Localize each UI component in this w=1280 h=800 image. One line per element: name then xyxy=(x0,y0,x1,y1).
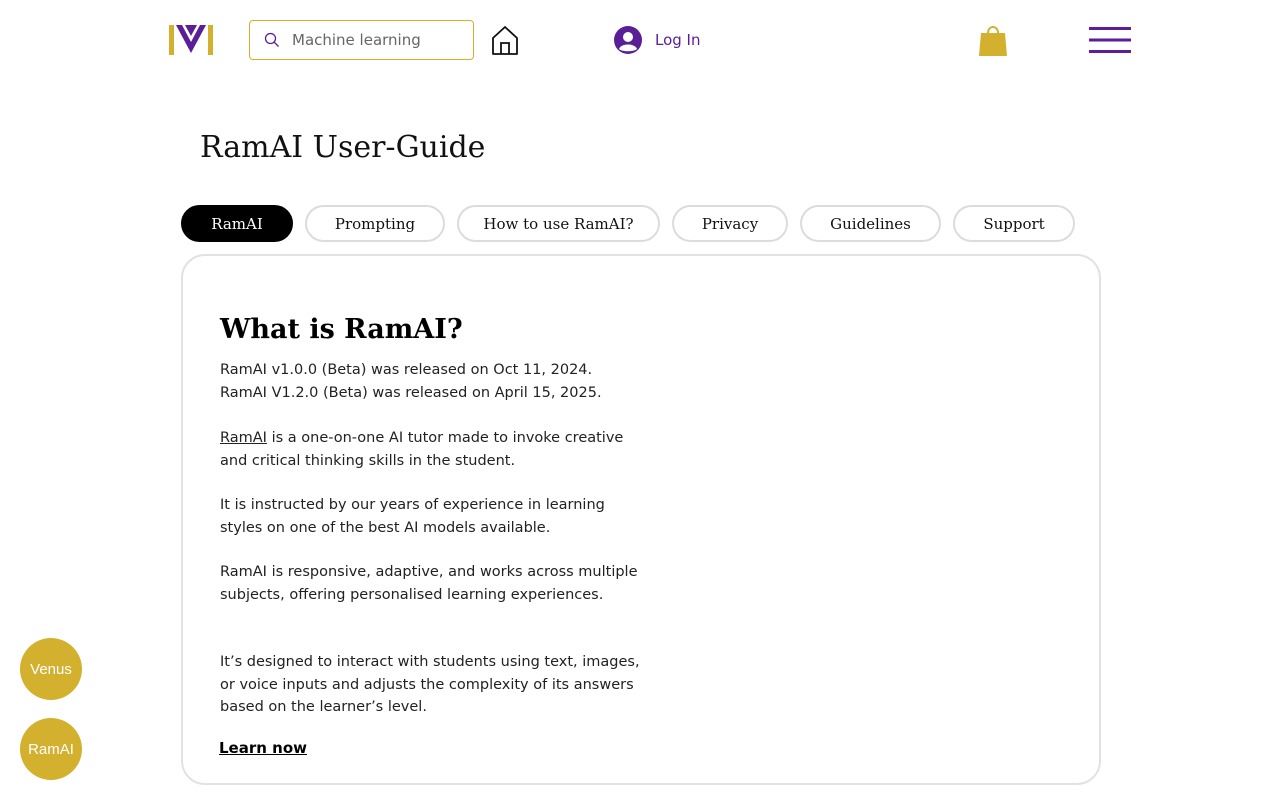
venus-chat-button[interactable]: Venus xyxy=(20,638,82,700)
search-bar[interactable] xyxy=(249,20,474,60)
section-heading: What is RamAI? xyxy=(220,314,463,345)
search-icon xyxy=(264,32,280,48)
ramai-chat-button[interactable]: RamAI xyxy=(20,718,82,780)
tab-privacy[interactable]: Privacy xyxy=(672,205,788,242)
interaction-paragraph: It’s designed to interact with students using text, images, or voice inputs and adjusts the complexity of its answers based on the learner’s level. xyxy=(220,654,640,715)
experience-paragraph: It is instructed by our years of experience in learning styles on one of the best AI models available. xyxy=(220,497,605,536)
tab-prompting[interactable]: Prompting xyxy=(305,205,445,242)
hamburger-menu-icon[interactable] xyxy=(1089,26,1131,54)
tab-how-to-use[interactable]: How to use RamAI? xyxy=(457,205,660,242)
release-notes xyxy=(220,359,640,404)
page-title: RamAI User-Guide xyxy=(200,130,486,165)
ramai-link[interactable]: RamAI xyxy=(220,430,267,446)
brand-logo-icon[interactable] xyxy=(169,25,213,55)
learn-now-link[interactable]: Learn now xyxy=(219,739,307,757)
home-icon[interactable] xyxy=(490,24,520,56)
release-line-1: RamAI v1.0.0 (Beta) was released on Oct 11, 2024. xyxy=(220,362,593,378)
intro-paragraph xyxy=(220,427,640,472)
login-button[interactable] xyxy=(614,24,701,56)
features-paragraph: RamAI is responsive, adaptive, and works across multiple subjects, offering personalised learning experiences. xyxy=(220,564,638,603)
login-label: Log In xyxy=(655,31,701,49)
user-avatar-icon xyxy=(614,26,642,54)
tab-support[interactable]: Support xyxy=(953,205,1075,242)
shopping-bag-icon[interactable] xyxy=(978,22,1008,58)
search-input[interactable] xyxy=(292,31,462,49)
release-line-2: RamAI V1.2.0 (Beta) was released on April 15, 2025. xyxy=(220,384,602,401)
intro-text: is a one-on-one AI tutor made to invoke creative and critical thinking skills in the student. xyxy=(220,430,624,469)
tab-ramai[interactable]: RamAI xyxy=(181,205,293,242)
tab-guidelines[interactable]: Guidelines xyxy=(800,205,941,242)
